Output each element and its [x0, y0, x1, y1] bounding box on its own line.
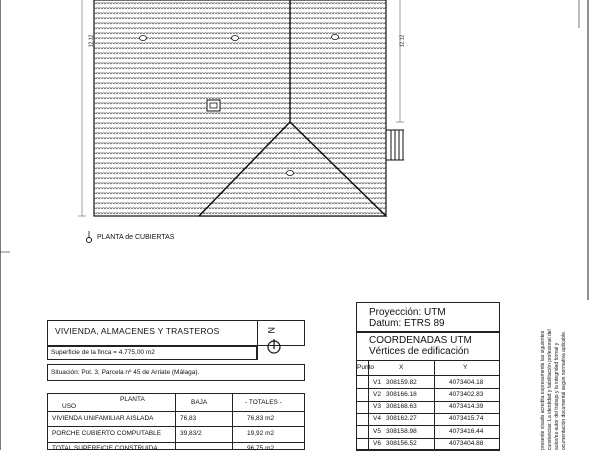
table-row-baja: 76,83 — [180, 415, 197, 422]
datum-label: Datum: ETRS 89 — [369, 318, 445, 329]
svg-text:N: N — [266, 327, 276, 334]
visado-note-line: presente visado acredita expresamente las siguientes — [540, 330, 546, 450]
table-row-total: 19,92 m2 — [247, 430, 275, 437]
coords-row-y: 4073416.44 — [449, 427, 484, 435]
coords-row-x: 308156.52 — [386, 440, 417, 447]
coords-row-x: 308168.63 — [386, 403, 417, 411]
coords-title: COORDENADAS UTM — [369, 335, 472, 346]
coords-row-point: V5 — [373, 427, 381, 435]
table-header-planta: PLANTA — [120, 396, 145, 403]
chimney-icon — [207, 100, 220, 111]
plan-north-symbol — [86, 231, 91, 243]
coords-row-point: V1 — [373, 378, 381, 386]
coords-row-x: 308166.18 — [386, 390, 417, 398]
coords-row-x: 308159.82 — [386, 378, 417, 386]
table-row-uso: TOTAL SUPERFICIE CONSTRUIDA — [52, 445, 158, 452]
surface-text: Superficie de la finca = 4.775,00 m2 — [51, 349, 155, 356]
projection-label: Proyección: UTM — [369, 307, 446, 318]
dimension-label-left: 12.12 — [88, 34, 95, 48]
coords-row-point: V2 — [373, 390, 381, 398]
table-row-uso: VIVIENDA UNIFAMILIAR AISLADA — [52, 415, 154, 422]
coords-row-divider — [356, 401, 500, 402]
coords-row-divider — [356, 413, 500, 414]
coords-row-y: 4073404.18 — [449, 378, 484, 386]
table-row-baja: 39,83/2 — [180, 430, 202, 437]
dimension-label-right: 12.12 — [399, 34, 406, 48]
coords-subtitle: Vértices de edificación — [369, 346, 470, 357]
coords-row-x: 308162.27 — [386, 415, 417, 423]
north-arrow-icon — [263, 323, 289, 357]
table-row-uso: PORCHE CUBIERTO COMPUTABLE — [52, 430, 162, 437]
table-row-total: 76,83 m2 — [247, 415, 275, 422]
visado-note-line: autor/es autor del trabajo y la integridad formal y — [554, 342, 560, 450]
coords-row-point: V3 — [373, 403, 381, 411]
coords-row-divider — [356, 388, 500, 389]
visado-note-line: ocumentación documental según normativa aplicable. — [561, 330, 567, 450]
project-title: VIVIENDA, ALMACENES Y TRASTEROS — [55, 326, 220, 336]
plan-caption: PLANTA de CUBIERTAS — [97, 234, 175, 241]
coords-row-y: 4073414.39 — [449, 403, 484, 411]
coords-row-divider — [356, 425, 500, 426]
coords-row-x: 308158.98 — [386, 427, 417, 435]
stair-icon — [386, 130, 404, 160]
roof-outline — [94, 0, 386, 216]
coords-row-point: V4 — [373, 415, 381, 423]
situation-text: Situación: Pol. 3, Parcela nº 45 de Arriate (Málaga). — [51, 369, 200, 376]
coords-header-x: X — [399, 364, 404, 371]
coords-row-y: 4073404.88 — [449, 440, 484, 447]
table-row-total: 96,75 m2 — [247, 445, 275, 452]
coords-row-y: 4073415.74 — [449, 415, 484, 423]
coords-header-y: Y — [463, 364, 468, 371]
coords-row-divider — [356, 438, 500, 439]
table-header-totales: - TOTALES - — [245, 399, 282, 406]
table-header-uso: USO — [62, 403, 77, 410]
coords-header-punto: Punto — [357, 364, 374, 371]
table-header-baja: BAJA — [191, 399, 208, 406]
coords-row-y: 4073402.83 — [449, 390, 484, 398]
coords-row-point: V6 — [373, 440, 381, 447]
visado-note — [540, 302, 590, 450]
visado-note-line: cunstancias: La identidad y habilitación profesional del — [547, 329, 553, 450]
